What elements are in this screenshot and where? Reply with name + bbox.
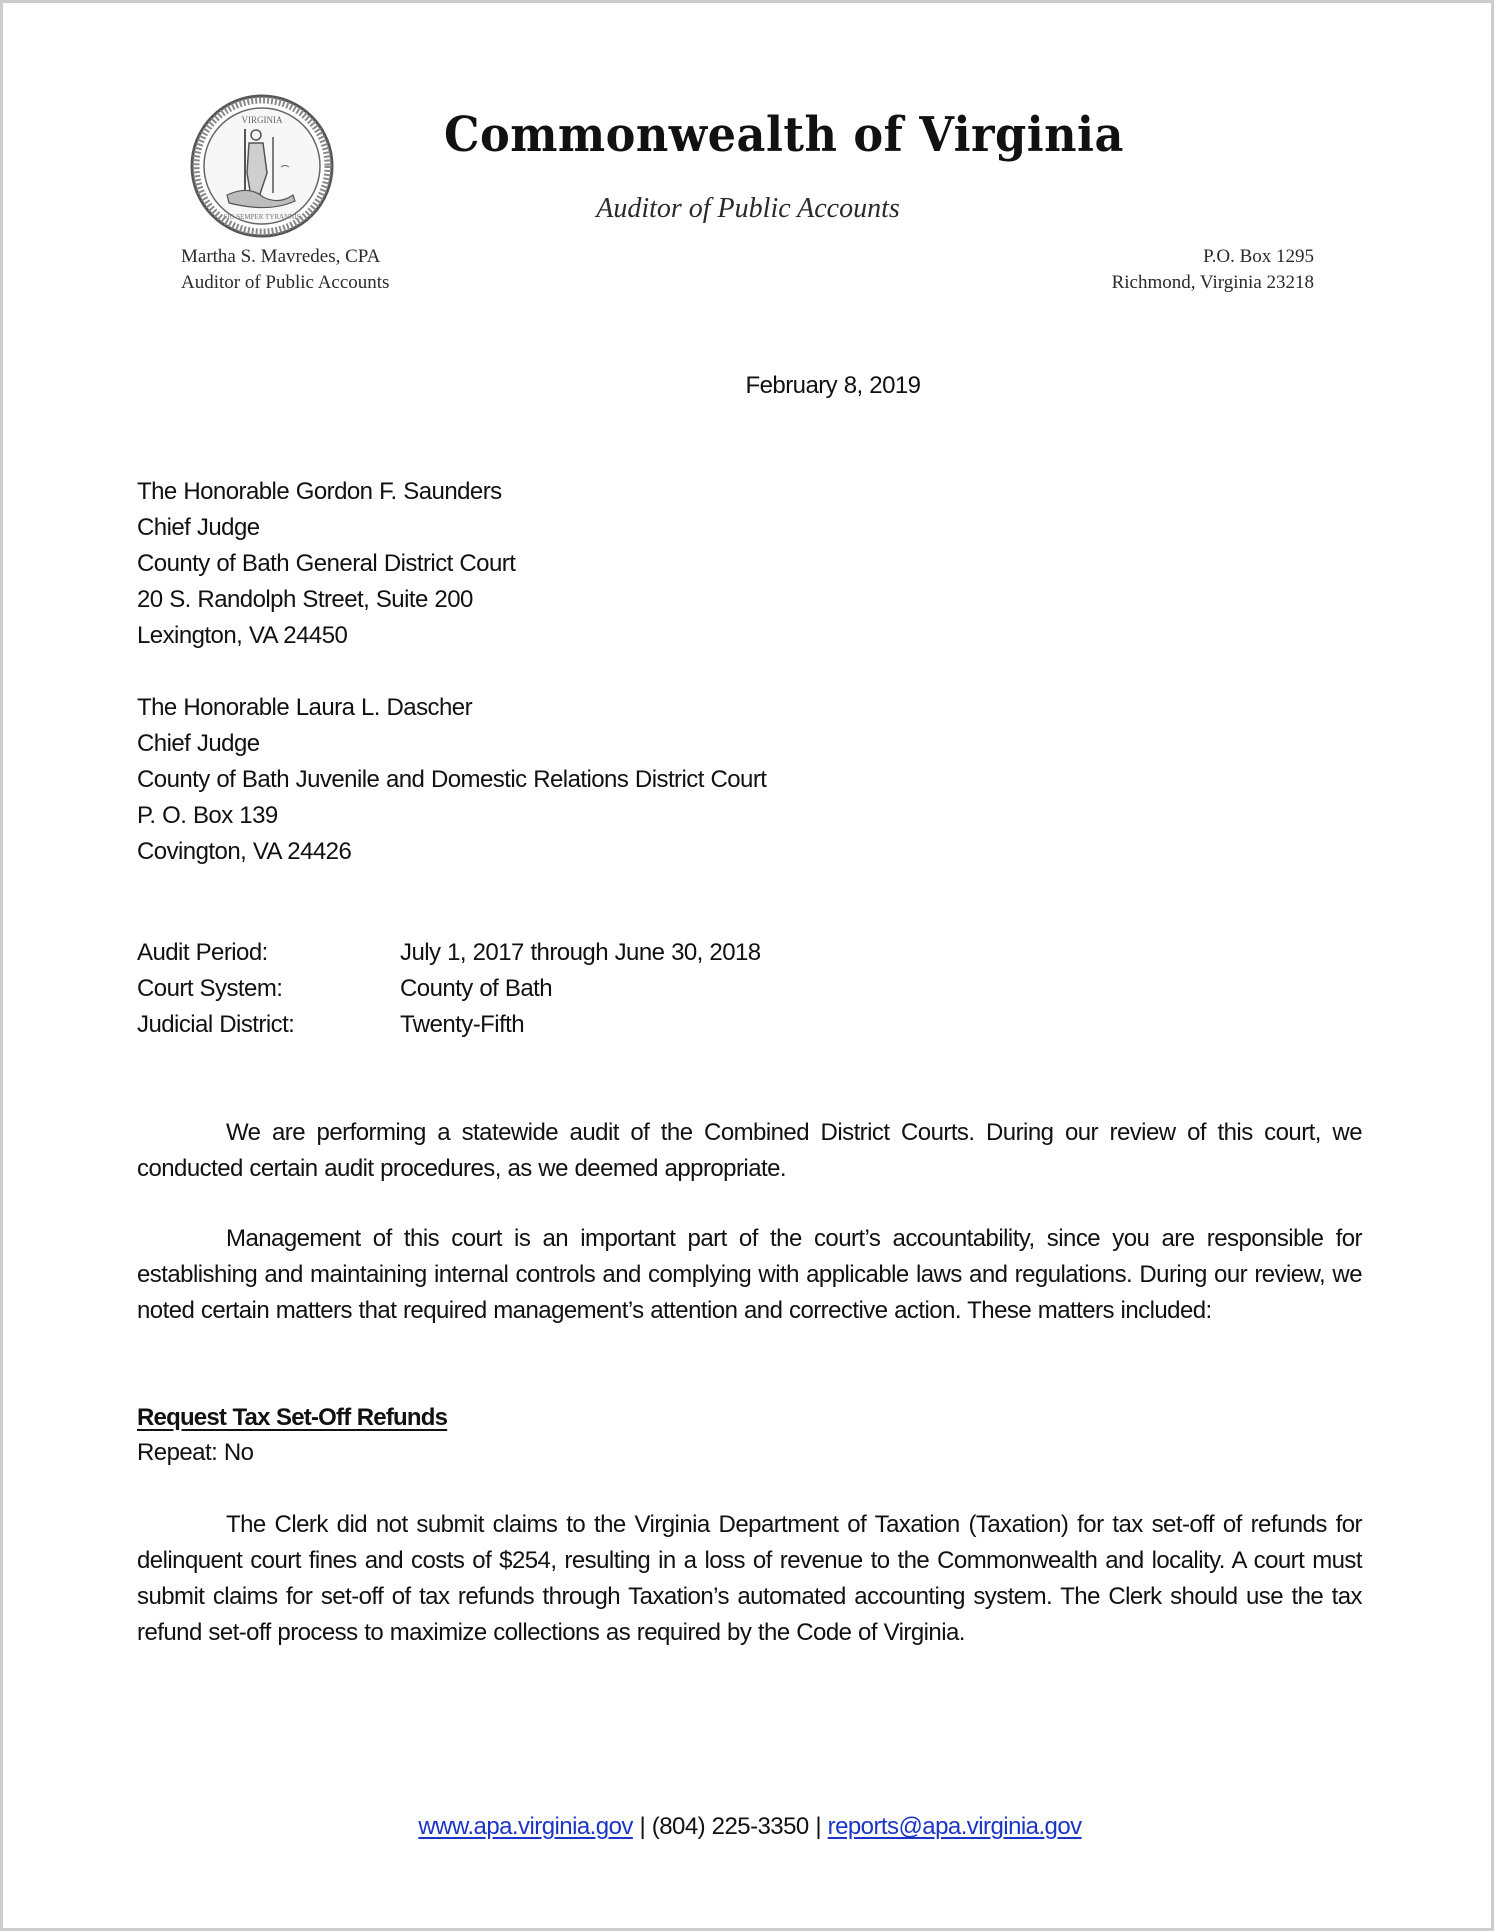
audit-info-value: County of Bath	[400, 975, 553, 1002]
recipient-city: Covington, VA 24426	[137, 838, 352, 865]
recipient-city: Lexington, VA 24450	[137, 622, 348, 649]
office-address-block	[1112, 244, 1314, 296]
finding-paragraph: The Clerk did not submit claims to the Virginia Department of Taxation (Taxation) for tax set-off of refunds for delinquent court fines and costs of $254, resulting in a loss of revenue to the Commonwealth and locality. A court must submit claims for set-off of tax refunds through Taxation’s automated accounting system. The Clerk should use the tax refund set-off process to maximize collections as required by the Code of Virginia.	[137, 1511, 1362, 1646]
office-city-state-zip: Richmond, Virginia 23218	[1111, 272, 1314, 293]
audit-info-label: Judicial District:	[137, 1011, 295, 1038]
recipient-title: Chief Judge	[137, 514, 260, 541]
office-po-box: P.O. Box 1295	[1203, 246, 1314, 267]
letterhead-subtitle: Auditor of Public Accounts	[596, 193, 900, 224]
letter-footer	[3, 1809, 1494, 1845]
letterhead-title: Commonwealth of Virginia	[444, 107, 1124, 163]
recipient-street: P. O. Box 139	[137, 802, 278, 829]
auditor-position: Auditor of Public Accounts	[181, 272, 390, 293]
finding-repeat-status: Repeat: No	[137, 1439, 254, 1466]
audit-info-row	[137, 971, 1362, 1007]
recipient-title: Chief Judge	[137, 730, 260, 757]
recipient-court: County of Bath Juvenile and Domestic Relations District Court	[137, 766, 767, 793]
letter-date: February 8, 2019	[745, 372, 921, 399]
audit-info-value: July 1, 2017 through June 30, 2018	[400, 939, 761, 966]
recipient-court: County of Bath General District Court	[137, 550, 516, 577]
finding-heading: Request Tax Set-Off Refunds	[137, 1404, 448, 1431]
auditor-name: Martha S. Mavredes, CPA	[181, 246, 381, 267]
svg-text:VIRGINIA: VIRGINIA	[241, 115, 283, 125]
footer-separator: |	[815, 1813, 822, 1840]
phone-number: (804) 225-3350	[651, 1813, 809, 1840]
virginia-seal-icon	[189, 93, 335, 239]
audit-info-table	[137, 935, 1362, 1043]
audit-info-label: Audit Period:	[137, 939, 268, 966]
audit-info-value: Twenty-Fifth	[400, 1011, 525, 1038]
recipient-street: 20 S. Randolph Street, Suite 200	[137, 586, 473, 613]
email-link[interactable]: reports@apa.virginia.gov	[827, 1813, 1082, 1840]
website-link[interactable]: www.apa.virginia.gov	[418, 1813, 633, 1840]
recipient-name: The Honorable Laura L. Dascher	[137, 694, 473, 721]
intro-paragraph: We are performing a statewide audit of the Combined District Courts. During our review of this court, we conducted certain audit procedures, as we deemed appropriate.	[137, 1119, 1362, 1182]
audit-info-row	[137, 1007, 1362, 1043]
recipient-name: The Honorable Gordon F. Saunders	[137, 478, 502, 505]
auditor-signature-block	[181, 244, 389, 296]
recipient-address-2	[137, 690, 1362, 870]
footer-separator: |	[639, 1813, 646, 1840]
recipient-address-1	[137, 474, 1362, 654]
management-paragraph: Management of this court is an important part of the court’s accountability, since you are responsible for establishing and maintaining internal controls and complying with applicable laws and regulations. During our review, we noted certain matters that required management’s attention and corrective action. These matters included:	[137, 1225, 1362, 1324]
svg-text:SIC SEMPER TYRANNIS: SIC SEMPER TYRANNIS	[223, 213, 301, 221]
audit-info-row	[137, 935, 1362, 971]
audit-info-label: Court System:	[137, 975, 283, 1002]
